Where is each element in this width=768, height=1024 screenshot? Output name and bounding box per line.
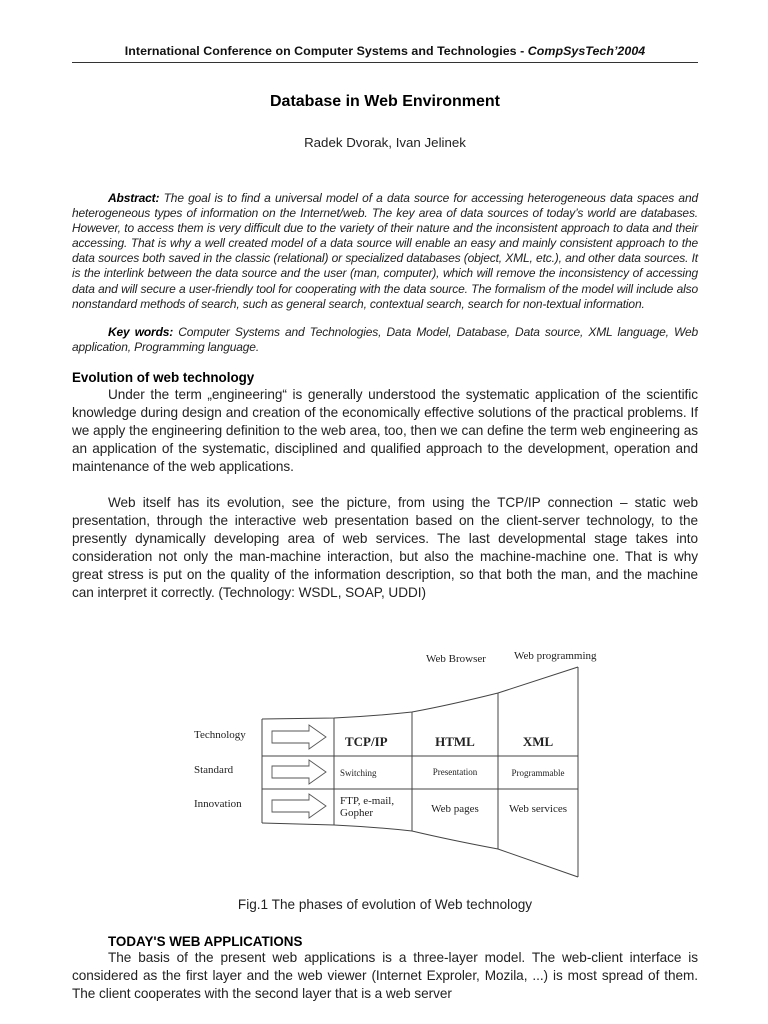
- label-web-programming: Web programming: [514, 650, 597, 662]
- paragraph-text: Web itself has its evolution, see the picture, from using the TCP/IP connection – static web presentation, through the interactive web presentation based on the client-server technology, to the presently dynamically developing area of web services. The last developmental stage takes into consideration not only the man-machine interaction, but also the machine-machine one. That is why great stress is put on the quality of the information description, so that both the man, and the machine can interpret it correctly. (Technology: WSDL, SOAP, UDDI): [72, 495, 698, 601]
- cell-ftp-email: FTP, e-mail,: [340, 795, 395, 807]
- abstract-label: Abstract:: [108, 191, 160, 205]
- paragraph-text: The basis of the present web applications is a three-layer model. The web-client interface is considered as the first layer and the web viewer (Internet Exproler, Mozila, ...) is most spread of them. The client cooperates with the second layer that is a web server: [72, 950, 698, 1002]
- section-heading: TODAY'S WEB APPLICATIONS: [108, 934, 303, 949]
- paragraph-text: Under the term „engineering“ is generally understood the systematic application of the scientific knowledge during design and creation of the economically effective solutions of the practical problems. If we apply the engineering definition to the web area, too, then we can define the term web engineering as an application of the systematic, disciplined and qualified approach to the development, operation and maintenance of the web applications.: [72, 387, 698, 475]
- evolution-diagram: [180, 640, 620, 890]
- cell-xml: XML: [522, 734, 554, 749]
- diagram-graphic: [180, 640, 620, 890]
- paper-authors: Radek Dvorak, Ivan Jelinek: [304, 135, 466, 150]
- conference-name: International Conference on Computer Systems and Technologies -: [124, 44, 528, 58]
- paper-title: Database in Web Environment: [270, 93, 500, 110]
- body-paragraph: [72, 494, 698, 603]
- running-header: [72, 44, 698, 58]
- figure-caption: Fig.1 The phases of evolution of Web technology: [237, 897, 533, 912]
- cell-web-services: Web services: [508, 803, 568, 815]
- body-paragraph: [72, 386, 698, 476]
- cell-tcpip: TCP/IP: [345, 734, 388, 749]
- label-web-browser: Web Browser: [426, 653, 486, 665]
- abstract: [72, 191, 698, 312]
- section-heading: Evolution of web technology: [72, 370, 255, 385]
- keywords-label: Key words:: [108, 325, 174, 339]
- cell-web-pages: Web pages: [431, 803, 479, 815]
- row-label-standard: Standard: [194, 764, 234, 776]
- cell-programmable: Programmable: [511, 768, 565, 778]
- funnel-bottom-edge: [262, 823, 578, 877]
- funnel-top-edge: [262, 667, 578, 719]
- conference-venue: CompSysTech’2004: [527, 44, 646, 58]
- body-paragraph: [72, 949, 698, 1003]
- keywords: [72, 325, 698, 355]
- row-label-technology: Technology: [194, 729, 246, 741]
- cell-presentation: Presentation: [432, 767, 478, 777]
- cell-gopher: Gopher: [340, 807, 373, 819]
- cell-switching: Switching: [340, 768, 377, 778]
- row-label-innovation: Innovation: [194, 798, 242, 810]
- right-arrow-outline-icon: [272, 725, 326, 749]
- header-rule: [72, 62, 698, 63]
- right-arrow-outline-icon: [272, 760, 326, 784]
- abstract-text: The goal is to find a universal model of a data source for accessing heterogeneous data spaces and heterogeneous types of information on the Internet/web. The key area of data sources of today’s world are databases. However, to access them is very difficult due to the variety of their nature and the inconsistent approach to data and their accessing. That is why a well created model of a data source will enable an easy and mainly consistent approach to the data sources both saved in the classic (relational) or specialized databases (object, XML, etc.), and other data sources. It is the interlink between the data source and the user (man, computer), which will remove the inconsistency of accessing data and will secure a user-friendly tool for cooperating with the data source. The formalism of the model will include also nonstandard methods of search, such as general search, contextual search, search for non-textual information.: [72, 191, 698, 311]
- right-arrow-outline-icon: [272, 794, 326, 818]
- keywords-text: Computer Systems and Technologies, Data Model, Database, Data source, XML language, Web application, Programming language.: [72, 325, 698, 355]
- cell-html: HTML: [435, 734, 475, 749]
